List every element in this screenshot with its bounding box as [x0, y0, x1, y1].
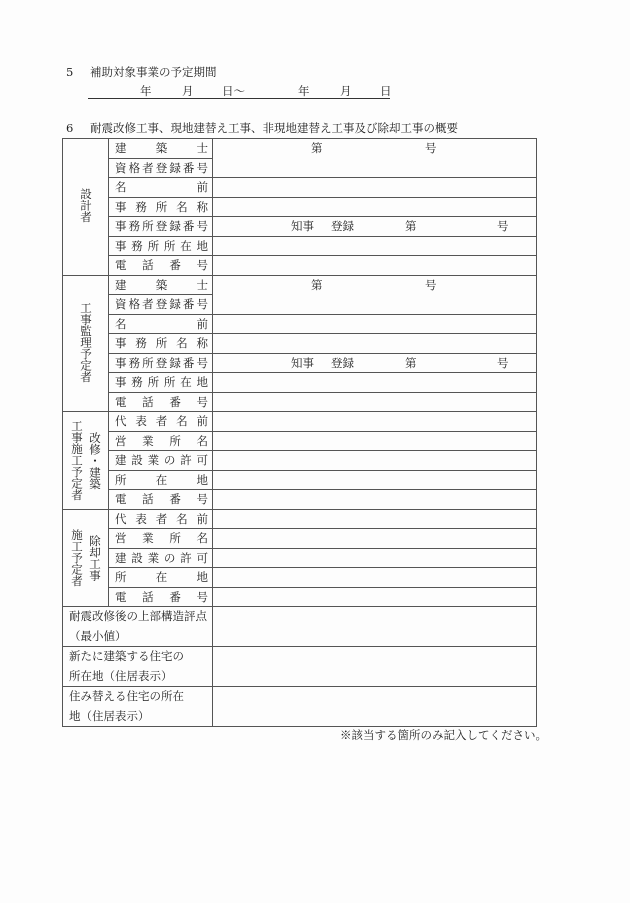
day-start: 日～ — [222, 84, 245, 98]
builder-b-license-field[interactable] — [213, 548, 537, 568]
group-designer: 設計者 — [63, 139, 109, 276]
section-5-heading — [66, 64, 217, 80]
label-phone: 電話番号 — [109, 490, 213, 510]
supervisor-name-field[interactable] — [213, 314, 537, 334]
label-office-reg: 事務所登録番号 — [109, 353, 213, 373]
group-builder-demolition: 施工予定者 除却工事 — [63, 509, 109, 607]
builder-b-phone-field[interactable] — [213, 587, 537, 607]
designer-office-address-field[interactable] — [213, 236, 537, 256]
label-address: 所 在 地 — [109, 470, 213, 490]
label-address: 所 在 地 — [109, 568, 213, 588]
year-end: 年 — [298, 84, 310, 98]
label-rep-name: 代表者名前 — [109, 412, 213, 432]
label-phone: 電話番号 — [109, 256, 213, 276]
label-rep-name: 代表者名前 — [109, 509, 213, 529]
label-name: 名 前 — [109, 178, 213, 198]
section-title: 耐震改修工事、現地建替え工事、非現地建替え工事及び除却工事の概要 — [90, 121, 458, 135]
label-architect-reg: 資格者登録番号 — [109, 158, 213, 178]
footnote: ※該当する箇所のみ記入してください。 — [340, 728, 547, 742]
structure-score-field[interactable] — [213, 607, 537, 647]
section-number: 6 — [66, 121, 74, 135]
label-office-reg: 事務所登録番号 — [109, 217, 213, 237]
supervisor-phone-field[interactable] — [213, 392, 537, 412]
section-title: 補助対象事業の予定期間 — [90, 65, 217, 79]
label-business-name: 営業所名 — [109, 431, 213, 451]
section-6-heading — [66, 120, 458, 136]
designer-phone-field[interactable] — [213, 256, 537, 276]
designer-office-name-field[interactable] — [213, 197, 537, 217]
group-builder-renovation: 工事施工予定者 改修・建築 — [63, 412, 109, 510]
builder-a-business-field[interactable] — [213, 431, 537, 451]
overview-table — [62, 138, 537, 727]
builder-b-rep-field[interactable] — [213, 509, 537, 529]
month-start: 月 — [182, 84, 194, 98]
label-relocation-address: 住み替える住宅の所在 地（住居表示） — [63, 687, 213, 727]
label-structure-score: 耐震改修後の上部構造評点 （最小値） — [63, 607, 213, 647]
month-end: 月 — [340, 84, 352, 98]
supervisor-architect-number-field[interactable]: 第 号 — [213, 275, 537, 314]
builder-a-phone-field[interactable] — [213, 490, 537, 510]
period-field[interactable] — [88, 82, 390, 99]
label-phone: 電話番号 — [109, 587, 213, 607]
builder-b-business-field[interactable] — [213, 529, 537, 549]
label-license: 建設業の許可 — [109, 548, 213, 568]
label-phone: 電話番号 — [109, 392, 213, 412]
label-new-house-address: 新たに建築する住宅の 所在地（住居表示） — [63, 647, 213, 687]
year-start: 年 — [140, 84, 152, 98]
supervisor-office-address-field[interactable] — [213, 373, 537, 393]
builder-a-license-field[interactable] — [213, 451, 537, 471]
label-name: 名 前 — [109, 314, 213, 334]
label-architect: 建 築 士 — [109, 139, 213, 159]
designer-architect-number-field[interactable]: 第 号 — [213, 139, 537, 178]
group-supervisor: 工事監理予定者 — [63, 275, 109, 412]
section-number: 5 — [66, 65, 74, 79]
supervisor-office-name-field[interactable] — [213, 334, 537, 354]
builder-a-address-field[interactable] — [213, 470, 537, 490]
builder-b-address-field[interactable] — [213, 568, 537, 588]
label-office-address: 事務所所在地 — [109, 236, 213, 256]
label-office-name: 事務所名称 — [109, 197, 213, 217]
label-architect: 建 築 士 — [109, 275, 213, 295]
label-business-name: 営業所名 — [109, 529, 213, 549]
supervisor-office-reg-field[interactable]: 知事 登録 第 号 — [213, 353, 537, 373]
builder-a-rep-field[interactable] — [213, 412, 537, 432]
label-office-address: 事務所所在地 — [109, 373, 213, 393]
label-architect-reg: 資格者登録番号 — [109, 295, 213, 315]
designer-name-field[interactable] — [213, 178, 537, 198]
day-end: 日 — [380, 84, 392, 98]
label-license: 建設業の許可 — [109, 451, 213, 471]
designer-office-reg-field[interactable]: 知事 登録 第 号 — [213, 217, 537, 237]
new-house-address-field[interactable] — [213, 647, 537, 687]
relocation-address-field[interactable] — [213, 687, 537, 727]
label-office-name: 事務所名称 — [109, 334, 213, 354]
